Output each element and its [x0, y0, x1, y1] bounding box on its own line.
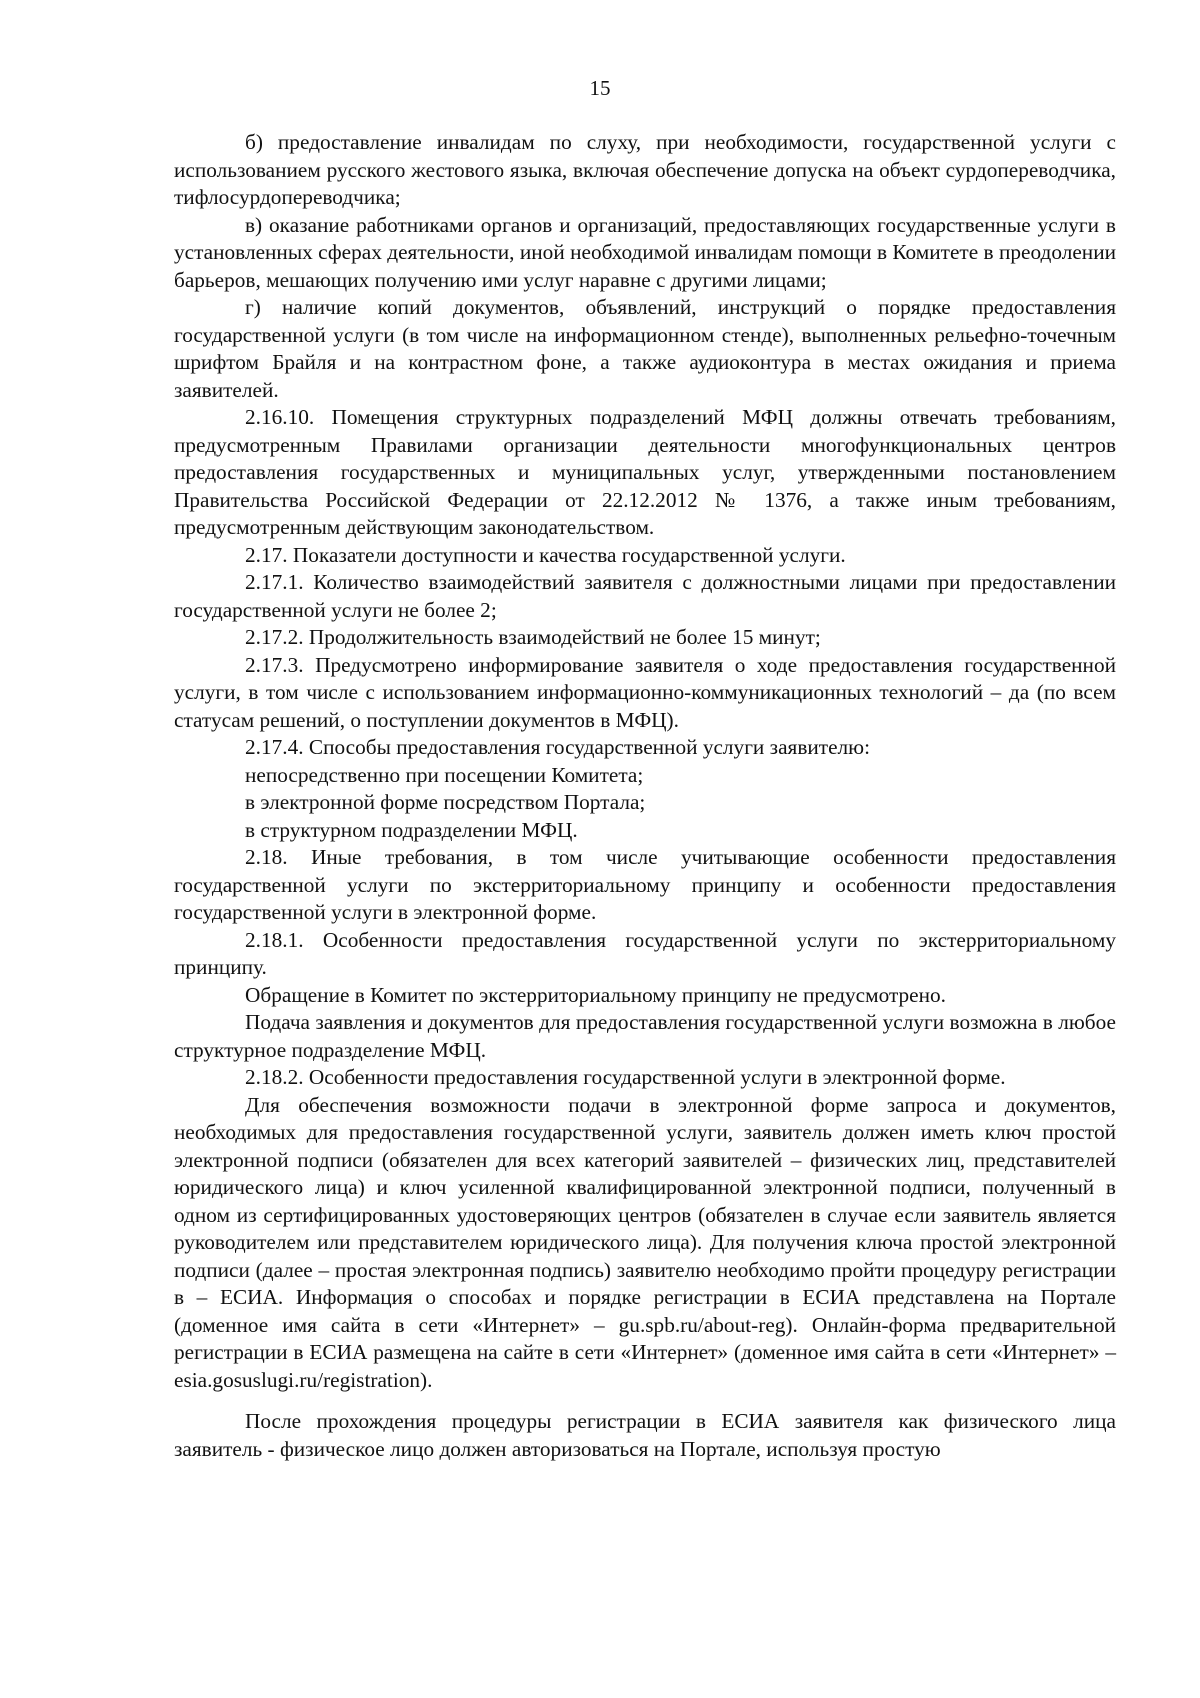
paragraph-2-17-1: 2.17.1. Количество взаимодействий заявителя с должностными лицами при предоставлении государственной услуги не более 2;	[174, 570, 1116, 622]
page-number: 15	[589, 76, 611, 100]
document-body	[174, 129, 1116, 1463]
paragraph-2-17-3: 2.17.3. Предусмотрено информирование заявителя о ходе предоставления государственной услуги, в том числе с использованием информационно-коммуникационных технологий – да (по всем статусам решений, о поступлении документов в МФЦ).	[174, 652, 1116, 732]
paragraph-2-17-4: 2.17.4. Способы предоставления государственной услуги заявителю:	[245, 735, 870, 759]
paragraph-hearing-impaired: б) предоставление инвалидам по слуху, при необходимости, государственной услуги с использованием русского жестового языка, включая обеспечение допуска на объект сурдопереводчика, тифлосурдопереводчика;	[174, 130, 1116, 209]
paragraph-electronic-signature: Для обеспечения возможности подачи в электронной форме запроса и документов, необходимых для предоставления государственной услуги, заявитель должен иметь ключ простой электронной подписи (обязателен для всех категорий заявителей – физических лиц, представителей юридического лица) и ключ усиленной квалифицированной электронной подписи, полученный в одном из сертифицированных удостоверяющих центров (обязателен в случае если заявитель является руководителем или представителем юридического лица). Для получения ключа простой электронной подписи (далее – простая электронная подпись) заявителю необходимо пройти процедуру регистрации в – ЕСИА. Информация о способах и порядке регистрации в ЕСИА представлена на Портале (доменное имя сайта в сети «Интернет» – gu.spb.ru/about-reg). Онлайн-форма предварительной регистрации в ЕСИА размещена на сайте в сети «Интернет» (доменное имя сайта в сети «Интернет» – esia.gosuslugi.ru/registration).	[174, 1092, 1116, 1392]
paragraph-2-17-2: 2.17.2. Продолжительность взаимодействий не более 15 минут;	[245, 625, 821, 649]
paragraph-2-18-2: 2.18.2. Особенности предоставления государственной услуги в электронной форме.	[245, 1065, 1006, 1089]
paragraph-2-17: 2.17. Показатели доступности и качества государственной услуги.	[245, 542, 846, 567]
paragraph-2-16-10: 2.16.10. Помещения структурных подразделений МФЦ должны отвечать требованиям, предусмотренным Правилами организации деятельности многофункциональных центров предоставления государственных и муниципальных услуг, утвержденными постановлением Правительства Российской Федерации от 22.12.2012 № 1376, а также иным требованиям, предусмотренным действующим законодательством.	[174, 405, 1116, 539]
paragraph-2-18: 2.18. Иные требования, в том числе учитывающие особенности предоставления государственной услуги по экстерриториальному принципу и особенности предоставления государственной услуги в электронной форме.	[174, 845, 1116, 924]
paragraph-method-in-person: непосредственно при посещении Комитета;	[245, 762, 644, 787]
paragraph-extraterritorial-mfc: Подача заявления и документов для предоставления государственной услуги возможна в любое структурное подразделение МФЦ.	[174, 1010, 1116, 1062]
paragraph-method-mfc: в структурном подразделении МФЦ.	[245, 817, 578, 842]
paragraph-braille-copies: г) наличие копий документов, объявлений, инструкций о порядке предоставления государственной услуги (в том числе на информационном стенде), выполненных рельефно-точечным шрифтом Брайля и на контрастном фоне, а также аудиоконтура в местах ожидания и приема заявителей.	[174, 295, 1116, 402]
paragraph-method-portal: в электронной форме посредством Портала;	[245, 790, 646, 814]
paragraph-staff-assistance: в) оказание работниками органов и организаций, предоставляющих государственные услуги в установленных сферах деятельности, иной необходимой инвалидам помощи в Комитете в преодолении барьеров, мешающих получению ими услуг наравне с другими лицами;	[174, 212, 1116, 292]
paragraph-extraterritorial-committee: Обращение в Комитет по экстерриториальному принципу не предусмотрено.	[245, 982, 947, 1007]
paragraph-esia-authorization: После прохождения процедуры регистрации в ЕСИА заявителя как физического лица заявитель - физическое лицо должен авторизоваться на Портале, используя простую	[174, 1409, 1116, 1461]
paragraph-2-18-1: 2.18.1. Особенности предоставления государственной услуги по экстерриториальному принципу.	[174, 927, 1116, 979]
